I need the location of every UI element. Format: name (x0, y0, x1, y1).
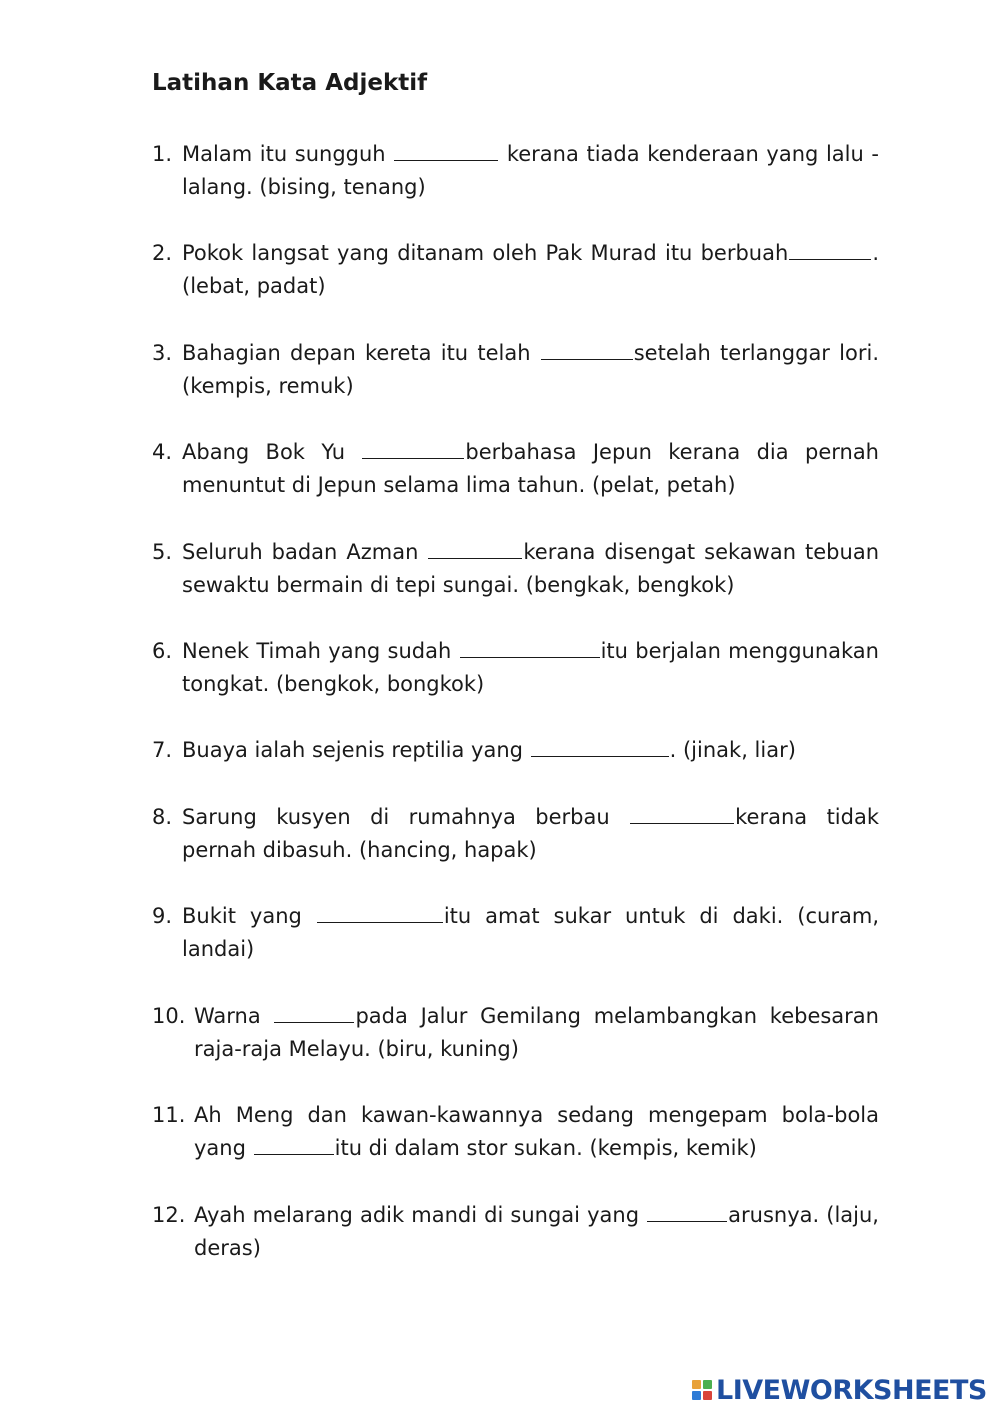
question-text: Bukit yang (182, 904, 316, 928)
answer-blank[interactable] (460, 635, 600, 658)
question-text: . (jinak, liar) (669, 738, 796, 762)
answer-blank[interactable] (254, 1132, 334, 1155)
question-11 (152, 1099, 879, 1165)
logo-text: LIVEWORKSHEETS (716, 1374, 987, 1406)
question-number: 2. (152, 241, 173, 265)
question-4 (152, 436, 879, 502)
question-number: 8. (152, 805, 173, 829)
question-10 (152, 1000, 879, 1066)
page-title: Latihan Kata Adjektif (152, 70, 428, 96)
question-9 (152, 900, 879, 966)
question-number: 5. (152, 540, 173, 564)
question-text: itu amat sukar untuk di daki. (curam, landai) (182, 904, 879, 961)
question-text: kerana disengat sekawan tebuan sewaktu bermain di tepi sungai. (bengkak, bengkok) (182, 540, 879, 597)
question-text: berbahasa Jepun kerana dia pernah menuntut di Jepun selama lima tahun. (pelat, petah) (182, 440, 879, 497)
question-number: 6. (152, 639, 173, 663)
question-number: 12. (152, 1203, 186, 1227)
logo-block (703, 1391, 712, 1400)
logo-block (692, 1391, 701, 1400)
question-5 (152, 536, 879, 602)
answer-blank[interactable] (531, 734, 669, 757)
answer-blank[interactable] (394, 138, 498, 161)
question-7 (152, 734, 879, 767)
question-text: kerana tiada kenderaan yang lalu - lalang. (bising, tenang) (182, 142, 879, 199)
liveworksheets-logo[interactable] (692, 1373, 987, 1407)
logo-block (703, 1380, 712, 1389)
question-6 (152, 635, 879, 701)
answer-blank[interactable] (428, 536, 522, 559)
answer-blank[interactable] (317, 900, 443, 923)
question-number: 4. (152, 440, 173, 464)
question-text: Ayah melarang adik mandi di sungai yang (194, 1203, 647, 1227)
question-number: 9. (152, 904, 173, 928)
question-text: itu di dalam stor sukan. (kempis, kemik) (334, 1136, 757, 1160)
question-number: 1. (152, 142, 173, 166)
question-text: kerana tidak pernah dibasuh. (hancing, hapak) (182, 805, 879, 862)
liveworksheets-logo-icon (692, 1380, 712, 1400)
answer-blank[interactable] (274, 1000, 354, 1023)
answer-blank[interactable] (362, 436, 464, 459)
question-number: 7. (152, 738, 173, 762)
question-8 (152, 801, 879, 867)
answer-blank[interactable] (789, 237, 871, 260)
question-text: Ah Meng dan kawan-kawannya sedang mengepam bola-bola yang (194, 1103, 879, 1160)
question-text: . (lebat, padat) (182, 241, 879, 298)
question-number: 10. (152, 1004, 186, 1028)
question-text: setelah terlanggar lori. (kempis, remuk) (182, 341, 879, 398)
question-text: Abang Bok Yu (182, 440, 362, 464)
question-text: Warna (194, 1004, 274, 1028)
question-text: pada Jalur Gemilang melambangkan kebesaran raja-raja Melayu. (biru, kuning) (194, 1004, 879, 1061)
question-text: Buaya ialah sejenis reptilia yang (182, 738, 530, 762)
question-2 (152, 237, 879, 303)
question-12 (152, 1199, 879, 1265)
answer-blank[interactable] (630, 801, 734, 824)
question-1 (152, 138, 879, 204)
question-text: Nenek Timah yang sudah (182, 639, 459, 663)
question-number: 11. (152, 1103, 186, 1127)
question-text: itu berjalan menggunakan tongkat. (bengkok, bongkok) (182, 639, 879, 696)
answer-blank[interactable] (647, 1199, 727, 1222)
question-number: 3. (152, 341, 173, 365)
question-text: Bahagian depan kereta itu telah (182, 341, 540, 365)
question-text: arusnya. (laju, deras) (194, 1203, 879, 1260)
question-3 (152, 337, 879, 403)
logo-block (692, 1380, 701, 1389)
question-text: Seluruh badan Azman (182, 540, 428, 564)
question-text: Malam itu sungguh (182, 142, 394, 166)
answer-blank[interactable] (541, 337, 633, 360)
question-text: Sarung kusyen di rumahnya berbau (182, 805, 630, 829)
question-text: Pokok langsat yang ditanam oleh Pak Murad itu berbuah (182, 241, 789, 265)
